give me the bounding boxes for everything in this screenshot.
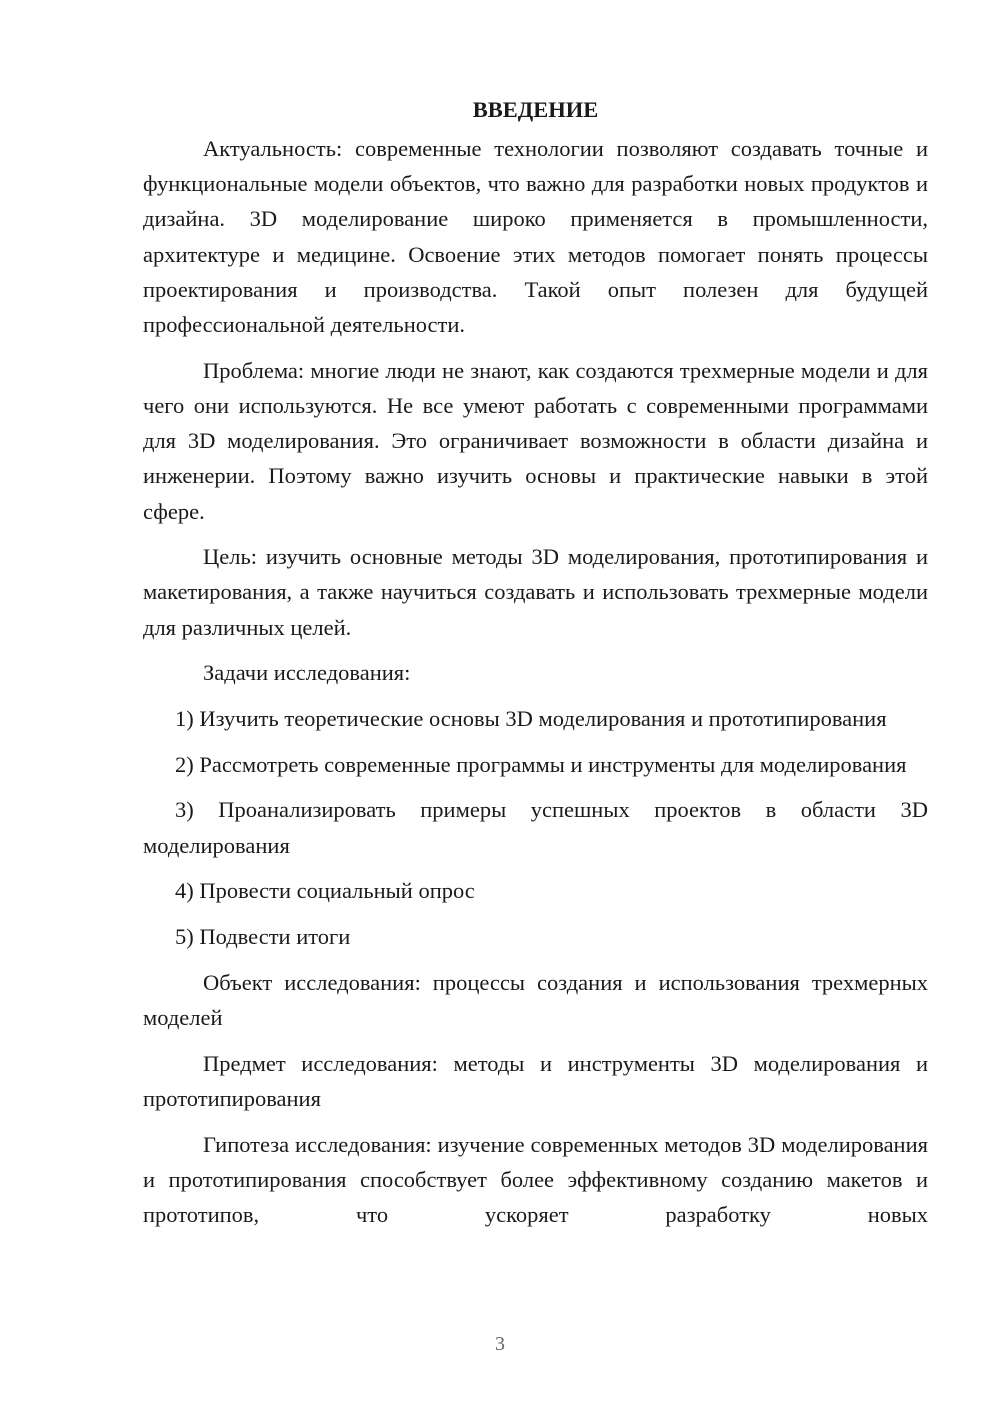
paragraph-problem: Проблема: многие люди не знают, как создаются трехмерные модели и для чего они используются. Не все умеют работать с современными программами для 3D моделирования. Это ограничивает возможности в области дизайна и инженерии. Поэтому важно изучить основы и практические навыки в этой сфере.	[143, 357, 928, 524]
list-item-task-3: 3) Проанализировать примеры успешных проектов в области 3D моделирования	[143, 797, 928, 858]
page-content	[143, 92, 928, 1232]
list-item-task-5: 5) Подвести итоги	[175, 924, 351, 950]
paragraph-hypothesis: Гипотеза исследования: изучение современных методов 3D моделирования и прототипирования способствует более эффективному созданию макетов и прототипов, что ускоряет разработку новых	[143, 1131, 928, 1227]
list-item-task-1: 1) Изучить теоретические основы 3D моделирования и прототипирования	[175, 706, 887, 732]
paragraph-object: Объект исследования: процессы создания и использования трехмерных моделей	[143, 969, 928, 1030]
page-number: 3	[495, 1333, 505, 1355]
paragraph-tasks-heading: Задачи исследования:	[203, 660, 411, 686]
page-title: ВВЕДЕНИЕ	[472, 97, 599, 122]
list-item-task-4: 4) Провести социальный опрос	[175, 878, 475, 904]
list-item-task-2: 2) Рассмотреть современные программы и инструменты для моделирования	[175, 751, 907, 777]
paragraph-subject: Предмет исследования: методы и инструменты 3D моделирования и прототипирования	[143, 1050, 928, 1111]
paragraph-goal: Цель: изучить основные методы 3D моделирования, прототипирования и макетирования, а также научиться создавать и использовать трехмерные модели для различных целей.	[143, 544, 928, 640]
paragraph-relevance: Актуальность: современные технологии позволяют создавать точные и функциональные модели объектов, что важно для разработки новых продуктов и дизайна. 3D моделирование широко применяется в промышленности, архитектуре и медицине. Освоение этих методов помогает понять процессы проектирования и производства. Такой опыт полезен для будущей профессиональной деятельности.	[143, 136, 928, 338]
